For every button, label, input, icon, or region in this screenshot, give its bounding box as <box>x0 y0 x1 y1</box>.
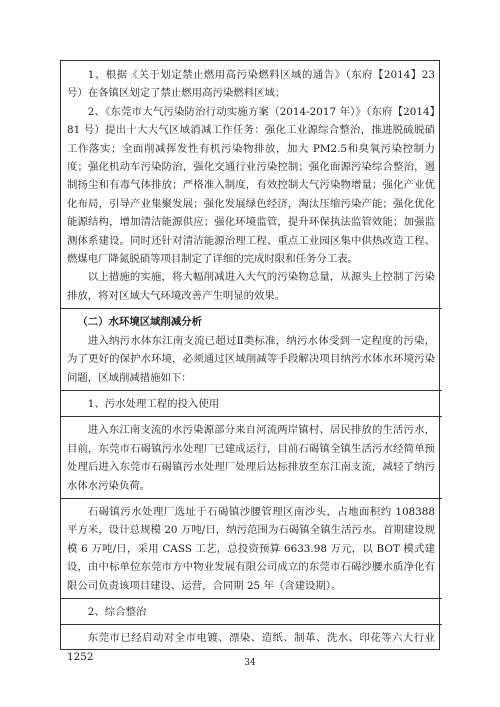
item1-paragraph-1: 进入东江南支流的水污染源部分来自河流两岸镇村、居民排放的生活污水，目前，东莞市石碣镇污水处理厂已建成运行，目前石碣镇全镇生活污水经简单预处理后进入东莞市石碣镇污水处理厂处理后达标排放至东江南支流，减轻了纳污水体水污染负荷。 <box>67 424 435 492</box>
section-heading: （二）水环境区域削减分析 <box>77 316 203 329</box>
divider <box>60 498 442 499</box>
paragraph-1: 1、根据《关于划定禁止燃用高污染燃料区域的通告》（东府【2014】23 号）在各镇区划定了禁止燃用高污染燃料区域； <box>67 69 435 100</box>
divider <box>60 390 442 391</box>
divider <box>60 624 442 625</box>
water-paragraph: 进入纳污水体东江南支流已超过Ⅱ类标准，纳污水体受到一定程度的污染，为了更好的保护水环境，必须通过区域削减等手段解决项目纳污水体水环境污染问题，区域削减措施如下： <box>67 334 435 384</box>
page-number: 34 <box>244 658 256 668</box>
paragraph-3: 以上措施的实施，将大幅削减进入大气的污染物总量，从源头上控制了污染排放，将对区域大气环境改善产生明显的效果。 <box>67 271 435 302</box>
divider <box>60 416 442 417</box>
paragraph-2: 2、《东莞市大气污染防治行动实施方案（2014-2017 年）》（东府【2014】81 号）提出十大大气区域消减工作任务：强化工业源综合整治，推进脱硫脱硝工作落实；全面削减挥发性有机污染物排放，加大 PM2.5和臭氧污染控制力度；强化机动车污染防治，强化交通行业污染控制；强化面源污染综合整治，遏制扬尘和有毒气体排放；严格准入制度，有效控制大气污染物增量；强化产业优化布局，引导产业集聚发展；强化发展绿色经济，淘汰压缩污染产能；强化优化能源结构，增加清洁能源供应；强化环境监管，提升环保执法监管效能；加强监测体系建设。同时还针对清洁能源治理工程、重点工业园区集中供热改造工程、燃煤电厂降氮脱硝等项目制定了详细的完成时限和任务分工表。 <box>67 105 435 266</box>
item1-paragraph-2: 石碣镇污水处理厂选址于石碣镇沙腰管理区南沙头，占地面积约 108388 平方米，设计总规模 20 万吨/日，纳污范围为石碣镇全镇生活污水。首期建设规模 6 万吨/日，采用 CASS 工艺，总投资预算 6633.98 万元，以 BOT 模式建设，由中标单位东莞市方中物业发展有限公司成立的东莞市石碣沙腰水质净化有限公司负责该项目建设、运营，合同期 25 年（含建设期）。 <box>67 505 435 592</box>
item1-heading: 1、污水处理工程的投入使用 <box>87 397 220 410</box>
divider <box>60 598 442 599</box>
document-body <box>67 66 435 666</box>
item2-paragraph: 东莞市已经启动对全市电镀、漂染、造纸、制革、洗水、印花等六大行业 1252 <box>67 632 435 663</box>
item2-heading: 2、综合整治 <box>87 605 147 618</box>
divider <box>60 308 442 309</box>
